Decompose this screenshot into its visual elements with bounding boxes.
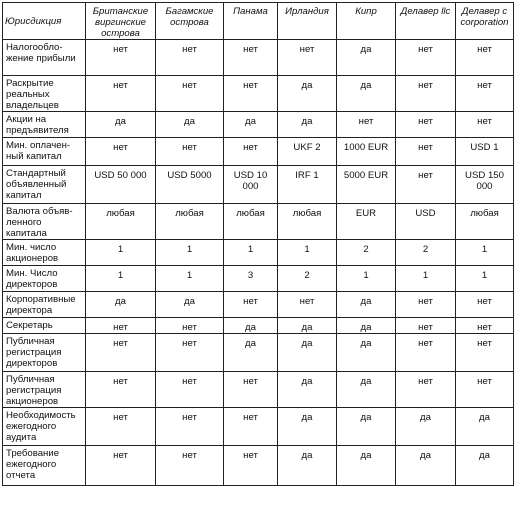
row-label: Необходимость ежегодного аудита bbox=[3, 408, 86, 446]
table-cell: да bbox=[156, 112, 224, 138]
table-cell: USD bbox=[396, 204, 456, 240]
table-cell: 1 bbox=[337, 266, 396, 292]
table-cell: нет bbox=[156, 408, 224, 446]
table-row bbox=[3, 334, 514, 372]
header-cyprus: Кипр bbox=[337, 3, 396, 40]
table-cell: нет bbox=[396, 166, 456, 204]
row-label: Стандартный объявленный капитал bbox=[3, 166, 86, 204]
table-cell: да bbox=[86, 292, 156, 318]
table-cell: 1000 EUR bbox=[337, 138, 396, 166]
header-panama: Панама bbox=[224, 3, 278, 40]
table-cell: да bbox=[278, 408, 337, 446]
table-cell: IRF 1 bbox=[278, 166, 337, 204]
table-cell: 2 bbox=[337, 240, 396, 266]
table-cell: да bbox=[337, 446, 396, 486]
table-cell: нет bbox=[456, 318, 514, 334]
table-cell: нет bbox=[396, 112, 456, 138]
table-cell: нет bbox=[396, 292, 456, 318]
table-cell: 1 bbox=[224, 240, 278, 266]
table-cell: нет bbox=[156, 138, 224, 166]
table-cell: да bbox=[86, 112, 156, 138]
table-cell: нет bbox=[396, 40, 456, 76]
table-row bbox=[3, 266, 514, 292]
table-row bbox=[3, 76, 514, 112]
row-label: Публичная регистрация директоров bbox=[3, 334, 86, 372]
table-cell: да bbox=[278, 334, 337, 372]
table-cell: да bbox=[337, 318, 396, 334]
row-label: Акции на предъявителя bbox=[3, 112, 86, 138]
table-cell: да bbox=[224, 318, 278, 334]
table-cell: нет bbox=[86, 138, 156, 166]
table-cell: любая bbox=[156, 204, 224, 240]
row-label: Мин. оплаченный капитал bbox=[3, 138, 86, 166]
table-cell: 2 bbox=[278, 266, 337, 292]
table-cell: нет bbox=[456, 292, 514, 318]
table-cell: 1 bbox=[86, 240, 156, 266]
table-cell: нет bbox=[86, 318, 156, 334]
table-row bbox=[3, 292, 514, 318]
jurisdiction-comparison-table bbox=[2, 2, 514, 486]
table-cell: 5000 EUR bbox=[337, 166, 396, 204]
table-cell: 1 bbox=[456, 266, 514, 292]
table-cell: да bbox=[337, 292, 396, 318]
table-cell: да bbox=[278, 446, 337, 486]
table-cell: да bbox=[224, 112, 278, 138]
table-cell: нет bbox=[456, 40, 514, 76]
table-cell: нет bbox=[156, 446, 224, 486]
table-row bbox=[3, 318, 514, 334]
table-cell: 1 bbox=[156, 266, 224, 292]
table-cell: нет bbox=[456, 76, 514, 112]
table-cell: да bbox=[456, 446, 514, 486]
table-cell: 3 bbox=[224, 266, 278, 292]
row-label: Раскрытие реальных владельцев bbox=[3, 76, 86, 112]
header-bvi: Британские виргинские острова bbox=[86, 3, 156, 40]
table-row bbox=[3, 408, 514, 446]
table-cell: USD 1 bbox=[456, 138, 514, 166]
table-cell: нет bbox=[396, 138, 456, 166]
table-cell: да bbox=[337, 76, 396, 112]
table-row bbox=[3, 166, 514, 204]
table-cell: да bbox=[337, 40, 396, 76]
row-label: Мин. Число директоров bbox=[3, 266, 86, 292]
table-cell: да bbox=[337, 408, 396, 446]
table-cell: USD 10 000 bbox=[224, 166, 278, 204]
table-cell: нет bbox=[156, 334, 224, 372]
table-cell: нет bbox=[396, 372, 456, 408]
table-cell: 1 bbox=[156, 240, 224, 266]
table-cell: да bbox=[456, 408, 514, 446]
table-cell: нет bbox=[278, 40, 337, 76]
table-cell: да bbox=[278, 76, 337, 112]
table-cell: нет bbox=[86, 334, 156, 372]
table-cell: да bbox=[278, 372, 337, 408]
table-cell: нет bbox=[86, 408, 156, 446]
table-cell: нет bbox=[86, 372, 156, 408]
table-cell: UKF 2 bbox=[278, 138, 337, 166]
table-cell: нет bbox=[156, 318, 224, 334]
header-delaware-llc: Делавер llc bbox=[396, 3, 456, 40]
table-cell: нет bbox=[456, 334, 514, 372]
table-cell: EUR bbox=[337, 204, 396, 240]
table-row bbox=[3, 138, 514, 166]
header-ireland: Ирландия bbox=[278, 3, 337, 40]
table-cell: нет bbox=[396, 318, 456, 334]
table-cell: любая bbox=[456, 204, 514, 240]
table-cell: нет bbox=[224, 138, 278, 166]
header-delaware-corp: Делавер с corporation bbox=[456, 3, 514, 40]
table-cell: нет bbox=[337, 112, 396, 138]
table-cell: нет bbox=[224, 40, 278, 76]
table-cell: 1 bbox=[456, 240, 514, 266]
table-cell: любая bbox=[278, 204, 337, 240]
header-jurisdiction: Юрисдикция bbox=[3, 3, 86, 40]
table-cell: нет bbox=[156, 76, 224, 112]
table-row bbox=[3, 446, 514, 486]
table-cell: нет bbox=[224, 292, 278, 318]
table-cell: да bbox=[278, 318, 337, 334]
table-cell: да bbox=[278, 112, 337, 138]
table-cell: любая bbox=[86, 204, 156, 240]
table-cell: 2 bbox=[396, 240, 456, 266]
table-body bbox=[3, 40, 514, 486]
table-cell: нет bbox=[156, 40, 224, 76]
table-cell: нет bbox=[396, 334, 456, 372]
table-cell: 1 bbox=[396, 266, 456, 292]
table-cell: нет bbox=[456, 112, 514, 138]
table-cell: да bbox=[337, 372, 396, 408]
table-cell: любая bbox=[224, 204, 278, 240]
table-cell: нет bbox=[224, 372, 278, 408]
table-cell: 1 bbox=[278, 240, 337, 266]
table-cell: нет bbox=[224, 446, 278, 486]
table-cell: нет bbox=[86, 446, 156, 486]
row-label: Секретарь bbox=[3, 318, 86, 334]
table-cell: нет bbox=[224, 408, 278, 446]
row-label: Валюта объявленного капитала bbox=[3, 204, 86, 240]
table-row bbox=[3, 40, 514, 76]
table-cell: USD 5000 bbox=[156, 166, 224, 204]
row-label: Публичная регистрация акционеров bbox=[3, 372, 86, 408]
table-cell: да bbox=[396, 408, 456, 446]
table-row bbox=[3, 372, 514, 408]
table-row bbox=[3, 240, 514, 266]
table-cell: нет bbox=[278, 292, 337, 318]
table-cell: нет bbox=[86, 76, 156, 112]
row-label: Налогообложение прибыли bbox=[3, 40, 86, 76]
table-row bbox=[3, 112, 514, 138]
header-bahamas: Багамские острова bbox=[156, 3, 224, 40]
table-cell: 1 bbox=[86, 266, 156, 292]
table-cell: да bbox=[224, 334, 278, 372]
table-cell: нет bbox=[456, 372, 514, 408]
row-label: Мин. число акционеров bbox=[3, 240, 86, 266]
row-label: Требование ежегодного отчета bbox=[3, 446, 86, 486]
header-row bbox=[3, 3, 514, 40]
table-row bbox=[3, 204, 514, 240]
table-cell: да bbox=[337, 334, 396, 372]
table-cell: да bbox=[396, 446, 456, 486]
table-cell: USD 150 000 bbox=[456, 166, 514, 204]
table-cell: да bbox=[156, 292, 224, 318]
table-cell: нет bbox=[156, 372, 224, 408]
row-label: Корпоративные директора bbox=[3, 292, 86, 318]
table-cell: USD 50 000 bbox=[86, 166, 156, 204]
table-cell: нет bbox=[224, 76, 278, 112]
table-cell: нет bbox=[86, 40, 156, 76]
table-cell: нет bbox=[396, 76, 456, 112]
